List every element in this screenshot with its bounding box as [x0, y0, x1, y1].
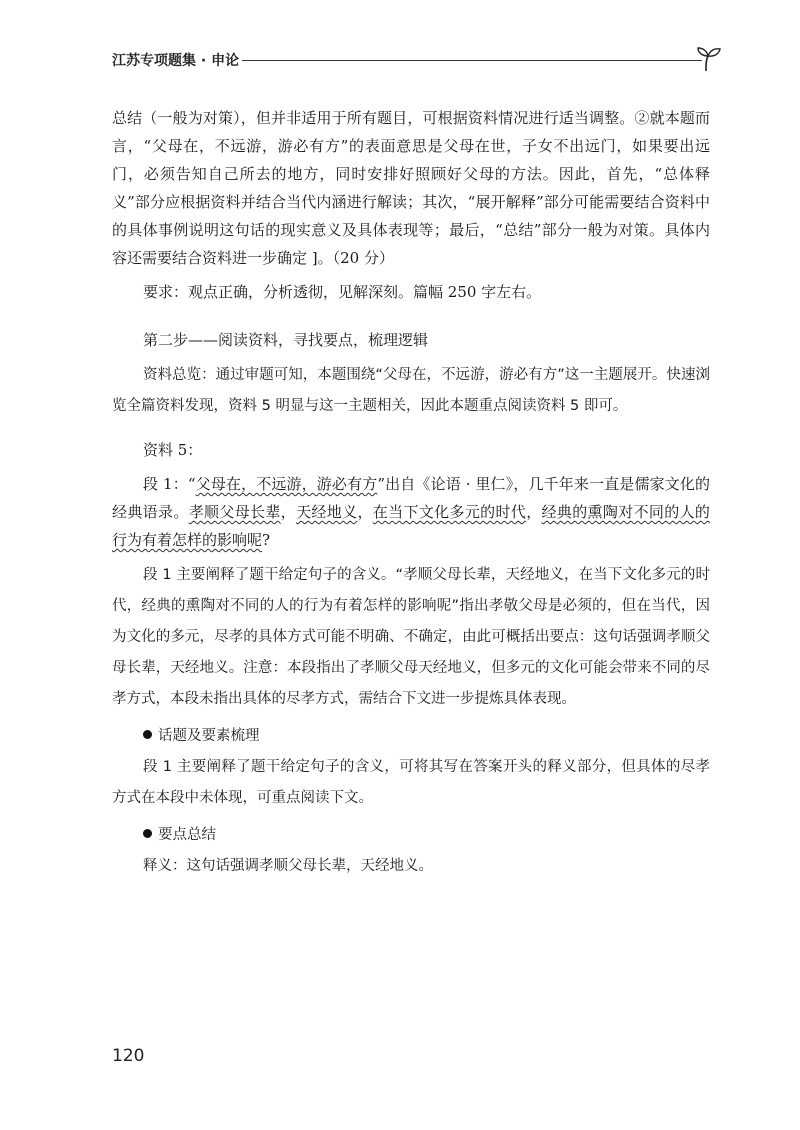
bullet-icon: [143, 829, 152, 838]
underlined-phrase-3: 在当下文化多元的时代: [372, 503, 527, 521]
summary-text: 释义：这句话强调孝顺父母长辈，天经地义。: [143, 858, 433, 874]
para1-middle: ”出自《论语 · 里仁》，几千年来一直是儒家文化的经典语录。: [112, 475, 710, 521]
sprout-icon: [694, 44, 724, 74]
quote-open: 段 1：“: [143, 475, 196, 493]
page-content: [112, 104, 710, 882]
underlined-quote: 父母在，不远游，游必有方: [195, 475, 378, 493]
bullet-summary-label: 要点总结: [158, 827, 216, 843]
bullet-icon: [143, 730, 152, 739]
topic-paragraph: 段 1 主要阐释了题干给定句子的含义，可将其写在答案开头的释义部分，但具体的尽孝方式在本段中未体现，可重点阅读下文。: [112, 759, 710, 806]
underlined-phrase-1: 孝顺父母长辈: [188, 503, 281, 521]
separator-2: ，: [357, 503, 373, 521]
header-rule: [242, 60, 702, 61]
para1-end: ?: [262, 531, 271, 549]
bullet-topic: [112, 721, 710, 752]
bullet-topic-label: 话题及要素梳理: [158, 728, 260, 744]
material-overview: 资料总览：通过审题可知，本题围绕“父母在，不远游，游必有方”这一主题展开。快速浏览全篇资料发现，资料 5 明显与这一主题相关，因此本题重点阅读资料 5 即可。: [112, 367, 710, 414]
page-number: 120: [112, 1046, 145, 1066]
material-label: 资料 5：: [143, 441, 203, 459]
intro-paragraph: 总结（一般为对策），但并非适用于所有题目，可根据资料情况进行适当调整。②就本题而言，“父母在，不远游，游必有方”的表面意思是父母在世，子女不出远门，如果要出远门，必须告知自己所去的地方，同时安排好照顾好父母的方法。因此，首先，“总体释义”部分应根据资料并结合当代内涵进行解读；其次，“展开解释”部分可能需要结合资料中的具体事例说明这句话的现实意义及具体表现等；最后，“总结”部分一般为对策。具体内容还需要结合资料进一步确定 ]。（20 分）: [112, 109, 710, 267]
requirement-text: 要求：观点正确，分析透彻，见解深刻。篇幅 250 字左右。: [143, 283, 542, 301]
step2-heading: 第二步——阅读资料，寻找要点，梳理逻辑: [143, 331, 429, 349]
underlined-phrase-2: 天经地义: [296, 503, 358, 521]
separator-1: ，: [280, 503, 297, 521]
running-header: [112, 44, 712, 74]
separator-3: ，: [526, 503, 542, 521]
analysis-paragraph: 段 1 主要阐释了题干给定句子的含义。“孝顺父母长辈，天经地义，在当下文化多元的时代，经典的熏陶对不同的人的行为有着怎样的影响呢”指出孝敬父母是必须的，但在当代，因为文化的多元，尽孝的具体方式可能不明确、不确定，由此可概括出要点：这句话强调孝顺父母长辈，天经地义。注意：本段指出了孝顺父母天经地义，但多元的文化可能会带来不同的尽孝方式，本段未指出具体的尽孝方式，需结合下文进一步提炼具体表现。: [112, 567, 710, 707]
underlined-phrase-4: 经典的熏陶对不同的人的行为有着怎样的影响呢: [112, 503, 710, 549]
header-title: 江苏专项题集 · 申论: [112, 53, 240, 69]
material-paragraph-1: [112, 470, 710, 554]
bullet-summary: [112, 820, 710, 851]
